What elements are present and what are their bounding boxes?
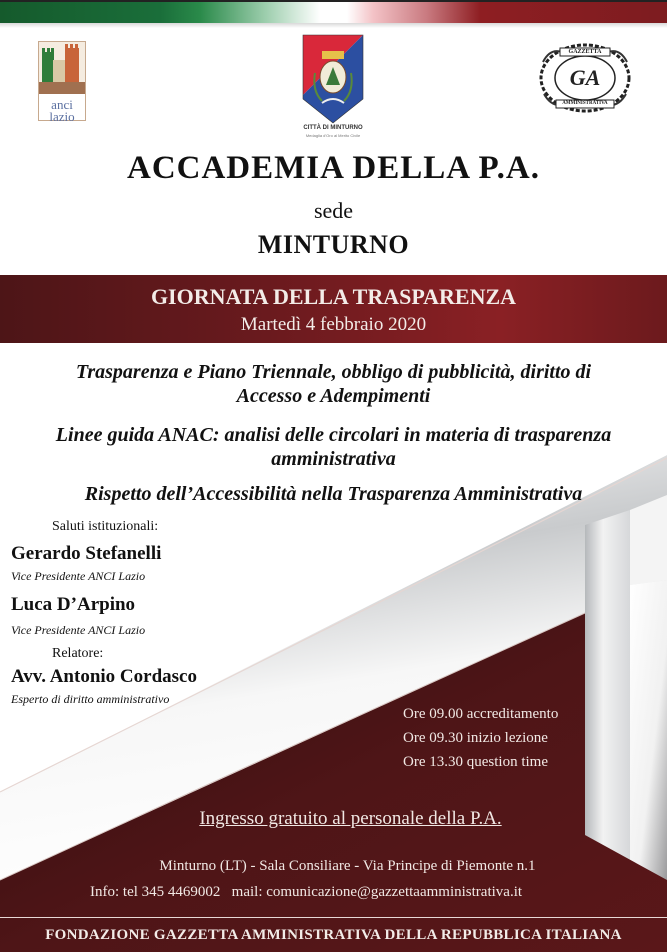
admission-note: Ingresso gratuito al personale della P.A. [199,808,502,829]
venue-address: Minturno (LT) - Sala Consiliare - Via Principe di Piemonte n.1 [159,858,536,874]
contact-phone: Info: tel 345 4469002 [90,884,221,900]
event-title: GIORNATA DELLA TRASPARENZA [150,284,517,309]
anci-lazio-logo [38,41,86,124]
crest-caption-subtitle: Medaglia d'Oro al Merito Civile [305,133,361,138]
coat-of-arms-icon [300,33,366,125]
speaker-role-2: Vice Presidente ANCI Lazio [11,623,146,637]
location-title: MINTURNO [257,230,410,259]
main-speaker-role: Esperto di diritto amministrativo [11,692,170,706]
speaker-name-1: Gerardo Stefanelli [11,543,162,564]
seal-monogram: GA [569,65,601,90]
schedule [403,702,558,774]
crest-caption-title: CITTÀ DI MINTURNO [303,125,363,131]
schedule-item-2: Ore 09.30 inizio lezione [403,730,548,746]
main-speaker-name: Avv. Antonio Cordasco [11,666,197,687]
contact-line [90,884,522,901]
topic-2-line-2: amministrativa [271,448,396,470]
crest-caption [290,125,376,139]
speaker-name-2: Luca D’Arpino [11,594,136,615]
page-title: ACCADEMIA DELLA P.A. [126,150,540,186]
topic-1-line-1: Trasparenza e Piano Triennale, obbligo di pubblicità, diritto di [75,361,592,383]
footer-organization: FONDAZIONE GAZZETTA AMMINISTRATIVA DELLA REPUBBLICA ITALIANA [45,927,622,943]
topic-3 [0,482,667,506]
topic-1 [0,360,667,408]
seal-bottom-text: AMMINISTRATIVA [562,101,608,106]
topic-2-line-1: Linee guida ANAC: analisi delle circolari in materia di trasparenza [55,424,612,446]
schedule-item-3: Ore 13.30 question time [403,754,548,770]
topic-2 [0,423,667,471]
speaker-label: Relatore: [52,646,104,661]
castle-icon [39,42,85,94]
speaker-role-1: Vice Presidente ANCI Lazio [11,569,146,583]
seal-top-text: GAZZETTA [568,49,602,55]
lazio-text: lazio [49,109,75,124]
sede-label: sede [313,198,354,223]
event-date: Martedì 4 febbraio 2020 [240,314,427,335]
gazzetta-amministrativa-seal [538,42,632,114]
flag-shadow [0,23,667,28]
citta-di-minturno-crest [300,33,366,125]
contact-email[interactable]: mail: comunicazione@gazzettaamministrativa.it [231,884,523,900]
schedule-item-1: Ore 09.00 accreditamento [403,706,559,722]
anci-text: anci [51,97,73,112]
topic-3-line-1: Rispetto dell’Accessibilità nella Trasparenza Amministrativa [84,483,583,505]
greetings-label: Saluti istituzionali: [52,519,159,534]
topic-1-line-2: Accesso e Adempimenti [236,385,431,407]
italian-flag-stripe [0,0,667,24]
footer-divider [0,917,667,918]
